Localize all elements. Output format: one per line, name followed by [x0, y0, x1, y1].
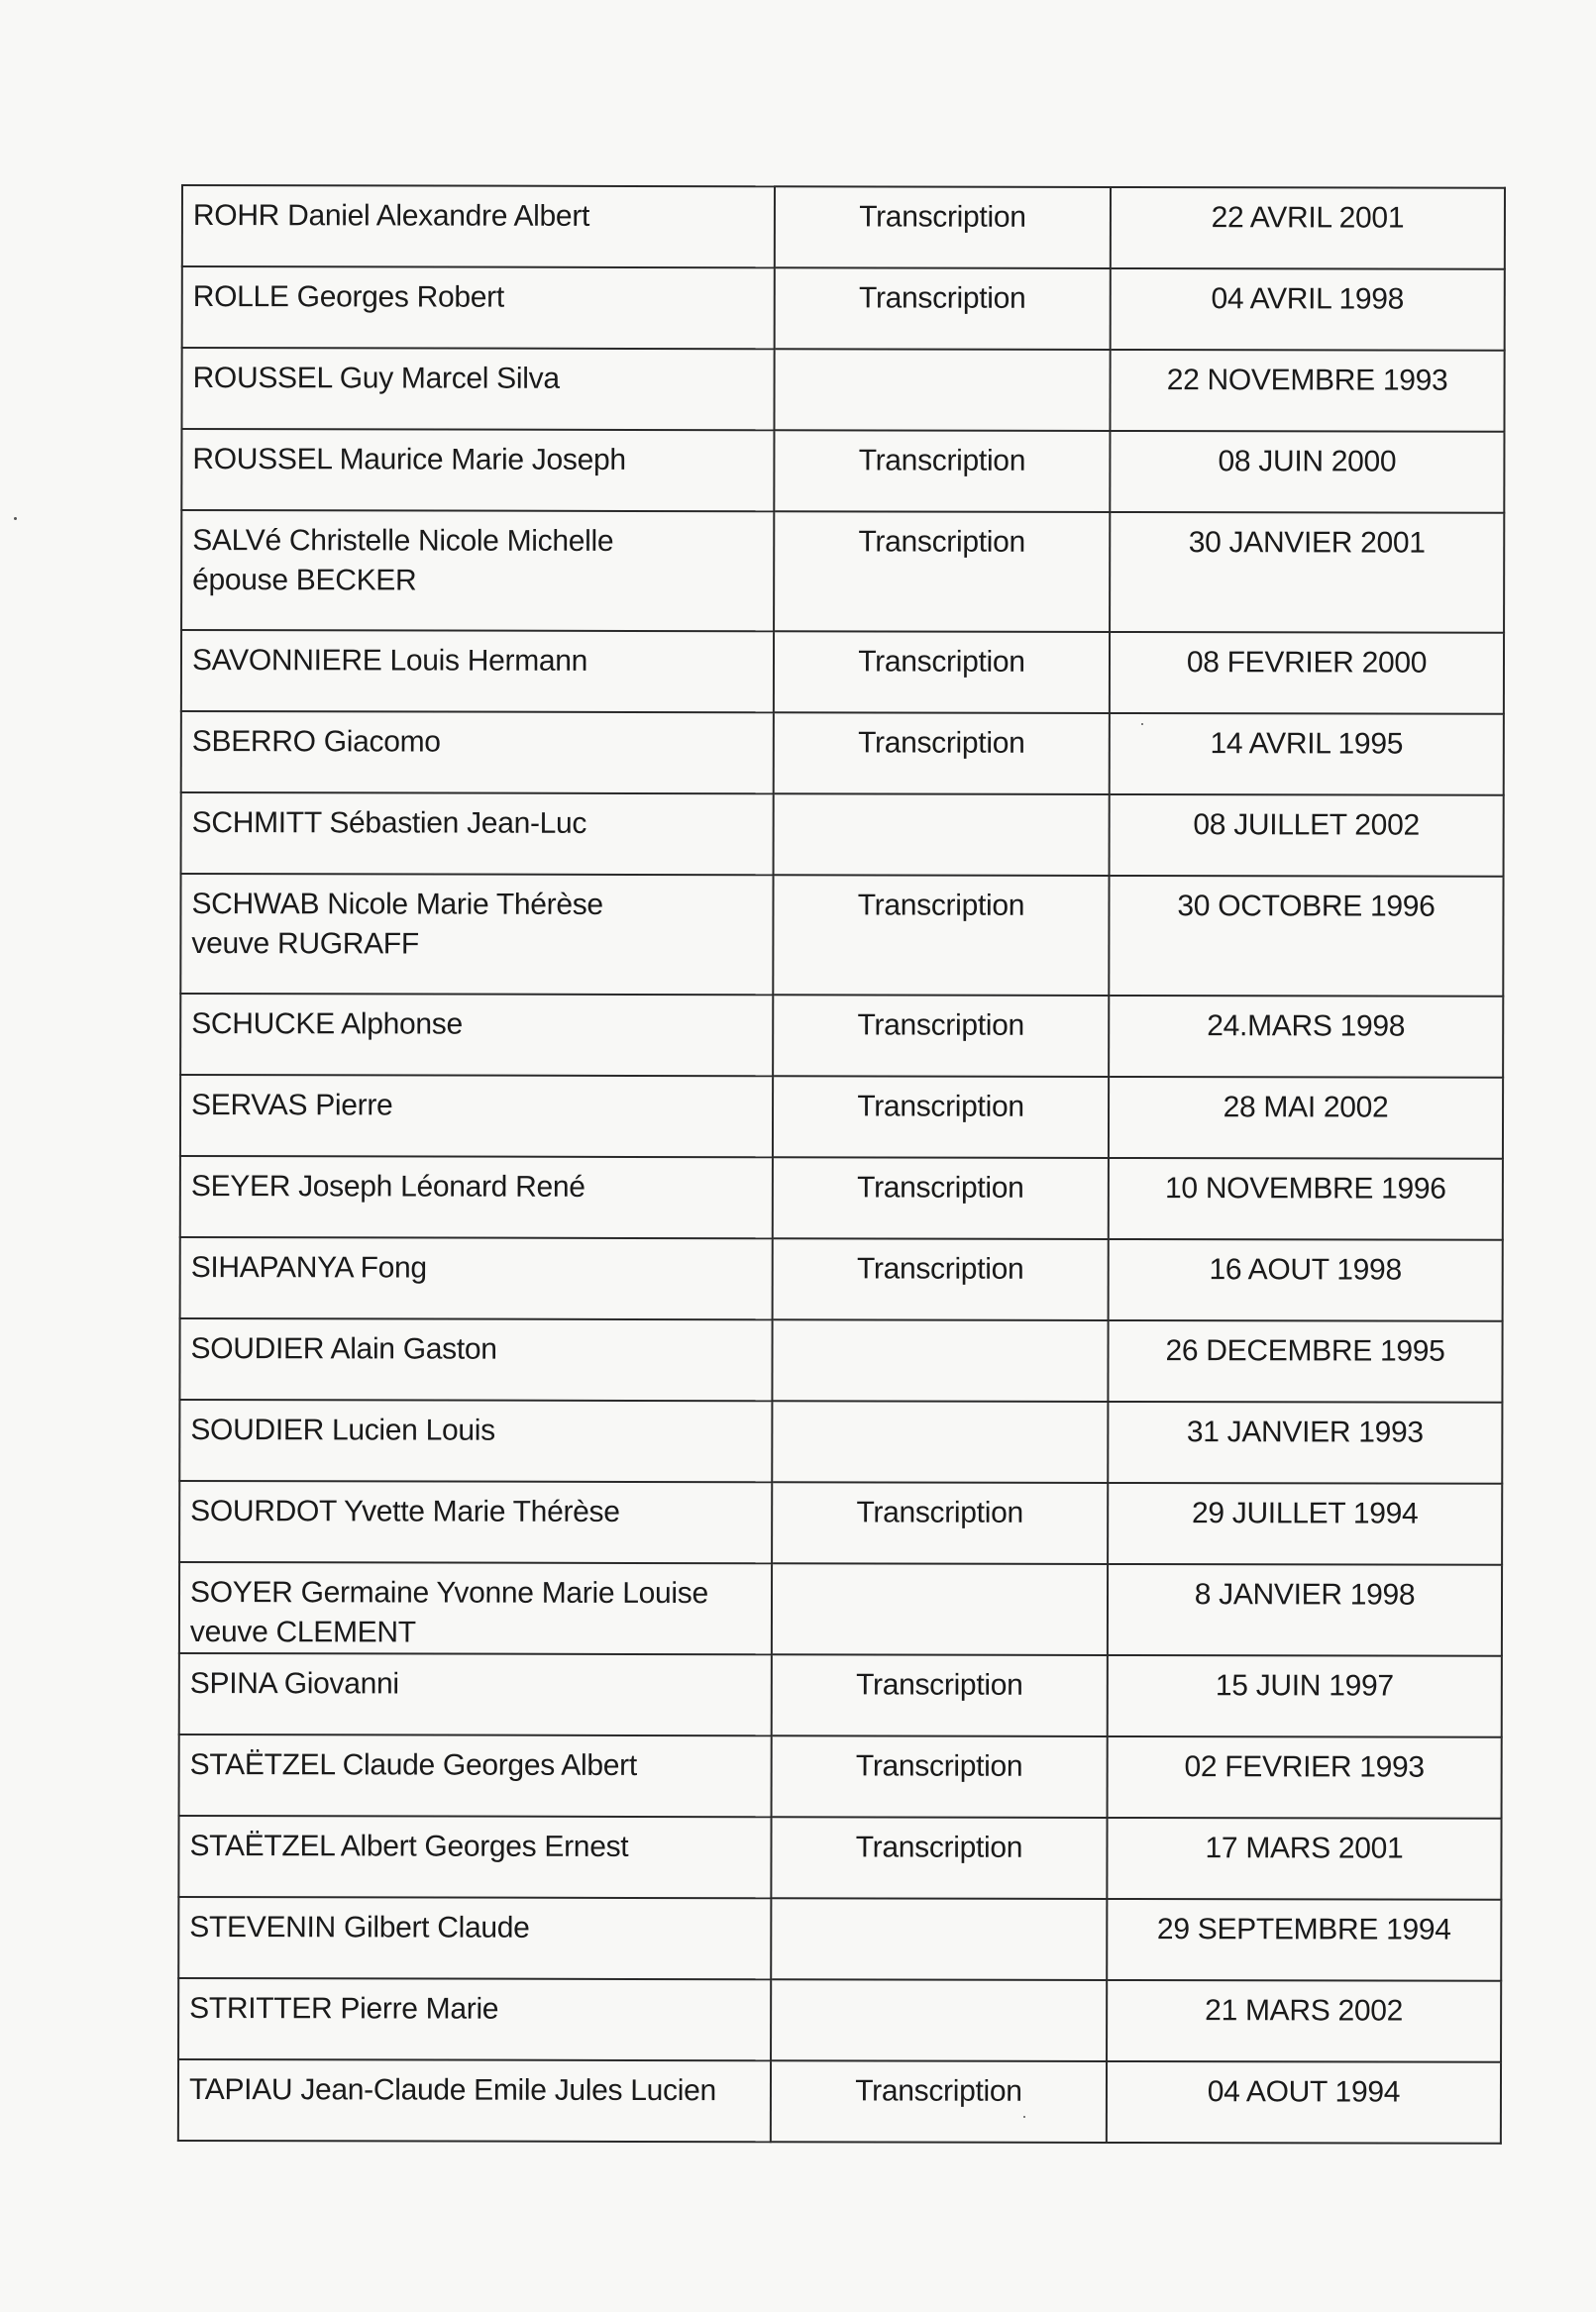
- table-row: [182, 266, 1505, 351]
- cell-type: [771, 1979, 1107, 2061]
- cell-name: [180, 874, 773, 995]
- person-name: SOUDIER Alain Gaston: [190, 1332, 497, 1366]
- table-row: [181, 510, 1504, 633]
- cell-date: 22 AVRIL 2001: [1111, 187, 1505, 269]
- cell-name: [178, 1897, 771, 1979]
- cell-name: [179, 1481, 772, 1563]
- cell-date: 08 JUIN 2000: [1110, 431, 1504, 513]
- cell-date: 30 OCTOBRE 1996: [1109, 876, 1503, 997]
- table-row: [180, 1156, 1503, 1240]
- cell-date: 08 FEVRIER 2000: [1110, 632, 1504, 714]
- cell-type: Transcription: [773, 995, 1109, 1077]
- cell-type: [771, 1898, 1107, 1980]
- person-name: SALVé Christelle Nicole Michelle: [192, 524, 614, 558]
- person-name: TAPIAU Jean-Claude Emile Jules Lucien: [188, 2073, 716, 2108]
- person-name: SCHUCKE Alphonse: [191, 1007, 463, 1041]
- person-name: ROUSSEL Maurice Marie Joseph: [192, 443, 626, 476]
- person-name: SPINA Giovanni: [189, 1667, 399, 1701]
- person-name: ROUSSEL Guy Marcel Silva: [192, 362, 560, 395]
- person-name-continuation: veuve RUGRAFF: [191, 927, 419, 961]
- table-row: [182, 185, 1505, 269]
- cell-type: Transcription: [774, 631, 1110, 713]
- person-name: ROHR Daniel Alexandre Albert: [192, 199, 590, 233]
- table-row: [181, 348, 1504, 432]
- cell-name: [182, 266, 775, 349]
- person-name: STRITTER Pierre Marie: [189, 1992, 499, 2026]
- table-row: [180, 1075, 1503, 1159]
- table-row: [179, 1562, 1502, 1656]
- table-row: [179, 1481, 1502, 1565]
- person-name-continuation: épouse BECKER: [192, 564, 417, 597]
- cell-type: [774, 349, 1110, 431]
- table-row: [179, 1318, 1502, 1403]
- cell-type: [772, 1563, 1108, 1655]
- table-row: [180, 994, 1503, 1078]
- cell-date: 14 AVRIL 1995: [1110, 713, 1504, 795]
- person-name: SOYER Germaine Yvonne Marie Louise: [189, 1576, 708, 1611]
- person-name: SOURDOT Yvette Marie Thérèse: [190, 1495, 620, 1528]
- person-name: SERVAS Pierre: [191, 1089, 393, 1122]
- person-name: STEVENIN Gilbert Claude: [189, 1911, 530, 1944]
- cell-type: Transcription: [773, 1238, 1109, 1320]
- cell-type: Transcription: [774, 430, 1110, 512]
- person-name: STAËTZEL Albert Georges Ernest: [189, 1830, 629, 1863]
- cell-date: 08 JUILLET 2002: [1110, 794, 1504, 877]
- cell-type: Transcription: [772, 1654, 1108, 1736]
- cell-name: [179, 1734, 772, 1817]
- cell-type: Transcription: [773, 875, 1109, 996]
- cell-date: 10 NOVEMBRE 1996: [1109, 1158, 1503, 1240]
- table-row: [179, 1734, 1502, 1819]
- table-row: [179, 1653, 1502, 1737]
- cell-name: [181, 792, 774, 875]
- table-row: [181, 630, 1504, 714]
- table-row: [180, 874, 1503, 997]
- cell-type: [772, 1319, 1108, 1402]
- cell-name: [181, 348, 774, 430]
- person-name: SEYER Joseph Léonard René: [190, 1170, 585, 1204]
- cell-type: Transcription: [772, 1735, 1108, 1818]
- person-name: SCHMITT Sébastien Jean-Luc: [191, 806, 587, 840]
- cell-date: 29 SEPTEMBRE 1994: [1107, 1899, 1501, 1981]
- cell-name: [178, 1978, 771, 2060]
- person-name: SAVONNIERE Louis Hermann: [191, 644, 588, 678]
- table-row: [181, 429, 1504, 513]
- cell-type: Transcription: [775, 267, 1111, 350]
- cell-name: [178, 1816, 771, 1898]
- cell-date: 04 AOUT 1994: [1107, 2061, 1501, 2144]
- cell-name: [181, 510, 774, 631]
- table-row: [181, 711, 1504, 795]
- table-row: [178, 2059, 1501, 2144]
- cell-date: 26 DECEMBRE 1995: [1108, 1320, 1502, 1403]
- cell-type: [774, 793, 1110, 876]
- cell-type: Transcription: [771, 2060, 1107, 2143]
- cell-type: Transcription: [775, 186, 1111, 268]
- table-row: [178, 1897, 1501, 1981]
- person-name: STAËTZEL Claude Georges Albert: [189, 1748, 637, 1782]
- person-name: ROLLE Georges Robert: [192, 280, 504, 314]
- cell-name: [181, 630, 774, 712]
- table-row: [179, 1400, 1502, 1484]
- table-row: [178, 1816, 1501, 1900]
- cell-name: [179, 1653, 772, 1735]
- cell-name: [180, 994, 773, 1076]
- cell-type: [772, 1401, 1108, 1483]
- register-table: [177, 184, 1506, 2145]
- cell-date: 04 AVRIL 1998: [1111, 268, 1505, 351]
- cell-type: Transcription: [774, 712, 1110, 794]
- person-name: SCHWAB Nicole Marie Thérèse: [191, 888, 603, 921]
- cell-type: Transcription: [774, 511, 1110, 632]
- cell-date: 29 JUILLET 1994: [1108, 1483, 1502, 1565]
- cell-date: 24.MARS 1998: [1109, 996, 1503, 1078]
- cell-name: [179, 1400, 772, 1482]
- cell-date: 21 MARS 2002: [1107, 1980, 1501, 2062]
- person-name: SOUDIER Lucien Louis: [190, 1414, 495, 1447]
- cell-date: 02 FEVRIER 1993: [1108, 1736, 1502, 1819]
- cell-date: 28 MAI 2002: [1109, 1077, 1503, 1159]
- cell-name: [179, 1318, 772, 1401]
- cell-date: 16 AOUT 1998: [1109, 1239, 1503, 1321]
- cell-name: [181, 711, 774, 793]
- cell-name: [179, 1562, 772, 1654]
- cell-type: Transcription: [773, 1157, 1109, 1239]
- cell-date: 22 NOVEMBRE 1993: [1110, 350, 1504, 432]
- table-row: [181, 792, 1504, 877]
- cell-date: 17 MARS 2001: [1107, 1818, 1501, 1900]
- cell-type: Transcription: [771, 1817, 1107, 1899]
- person-name: SBERRO Giacomo: [191, 725, 441, 759]
- cell-date: 30 JANVIER 2001: [1110, 512, 1504, 633]
- cell-name: [180, 1156, 773, 1238]
- cell-date: 8 JANVIER 1998: [1108, 1564, 1502, 1656]
- table-row: [178, 1978, 1501, 2062]
- cell-date: 31 JANVIER 1993: [1108, 1402, 1502, 1484]
- register-body: [178, 185, 1505, 2144]
- cell-name: [181, 429, 774, 511]
- cell-name: [180, 1075, 773, 1157]
- cell-name: [182, 185, 775, 267]
- person-name: SIHAPANYA Fong: [190, 1251, 427, 1285]
- table-row: [180, 1237, 1503, 1321]
- cell-type: Transcription: [772, 1482, 1108, 1564]
- cell-name: [178, 2059, 771, 2142]
- cell-date: 15 JUIN 1997: [1108, 1655, 1502, 1737]
- cell-name: [180, 1237, 773, 1319]
- scan-speck: [14, 517, 17, 520]
- person-name-continuation: veuve CLEMENT: [189, 1616, 416, 1649]
- cell-type: Transcription: [773, 1076, 1109, 1158]
